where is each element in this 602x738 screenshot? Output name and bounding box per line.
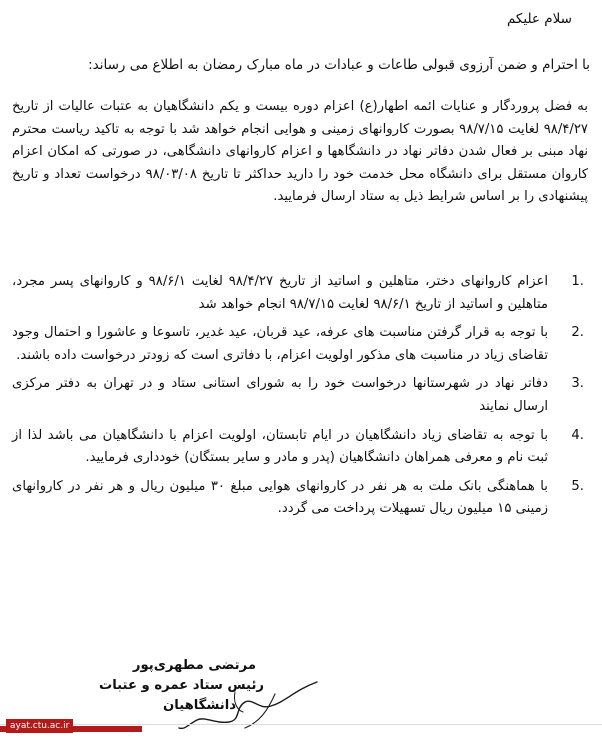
list-item — [12, 373, 588, 418]
list-item — [12, 271, 588, 316]
item-text: دفاتر نهاد در شهرستانها درخواست خود را به شورای استانی ستاد و در تهران به دفتر مرکزی ارسال نمایند — [12, 376, 548, 414]
item-number: .1 — [571, 274, 584, 289]
signatory-name: مرتضی مطهری‌پور — [132, 658, 256, 673]
item-text: اعزام کاروانهای دختر، متاهلین و اساتید از تاریخ ۹۸/۴/۲۷ لغایت ۹۸/۶/۱ و کاروانهای پسر مجرد، متاهلین و اساتید از تاریخ ۹۸/۶/۱ لغایت ۹۸/۷/۱۵ انجام خواهد شد — [12, 274, 549, 312]
greeting: سلام علیکم — [506, 11, 572, 27]
intro-line: با احترام و ضمن آرزوی قبولی طاعات و عبادات در ماه مبارک رمضان به اطلاع می رساند: — [88, 57, 590, 73]
item-number: .5 — [571, 478, 584, 494]
item-number: .2 — [571, 325, 584, 341]
signatory-title-continued: دانشگاهیان — [162, 698, 236, 713]
footer-divider — [0, 724, 602, 725]
item-text: با توجه به قرار گرفتن مناسبت های عرفه، عید قربان، عید غدیر، تاسوعا و عاشورا و احتمال وجود تقاضای زیاد در مناسبت های مذکور اولویت اعزام، با دفاتری است که زودتر درخواست داده باشند. — [12, 325, 548, 363]
conditions-list — [12, 271, 588, 527]
footer-bar — [0, 716, 602, 738]
list-item — [12, 322, 588, 367]
body-paragraph: به فضل پروردگار و عنایات ائمه اطهار(ع) اعزام دوره بیست و یکم دانشگاهیان به عتبات عالیات از تاریخ ۹۸/۴/۲۷ لغایت ۹۸/۷/۱۵ بصورت کاروانهای زمینی و هوایی انجام خواهد شد با توجه به تاکید ریاست محترم نهاد مبنی بر فعال شدن دفاتر نهاد در دانشگاهها و اعزام کاروانهای دانشگاهی، در صورتی که امکان اعزام کاروان مستقل برای دانشگاه محل خدمت خود را دارید حداکثر تا تاریخ ۹۸/۰۳/۰۸ درخواست تعداد و تاریخ پیشنهادی را بر اساس شرایط ذیل به ستاد ارسال فرمایید. — [12, 99, 588, 205]
item-number: .4 — [571, 427, 584, 443]
item-text: با توجه به تقاضای زیاد دانشگاهیان در ایام تابستان، اولویت اعزام با دانشگاهیان می باشد لذا از ثبت نام و معرفی همراهان دانشگاهیان (پدر و مادر و سایر بستگان) خودداری فرمایید. — [12, 427, 548, 466]
signatory-title: رئیس ستاد عمره و عتبات — [98, 678, 264, 693]
list-item — [12, 476, 588, 521]
site-url[interactable]: ayat.ctu.ac.ir — [6, 719, 73, 733]
item-text: با هماهنگی بانک ملت به هر نفر در کاروانهای هوایی مبلغ ۳۰ میلیون ریال و هر نفر در کاروانهای زمینی ۱۵ میلیون ریال تسهیلات پرداخت می گردد. — [12, 478, 548, 517]
item-number: .3 — [571, 376, 584, 392]
list-item — [12, 425, 588, 470]
